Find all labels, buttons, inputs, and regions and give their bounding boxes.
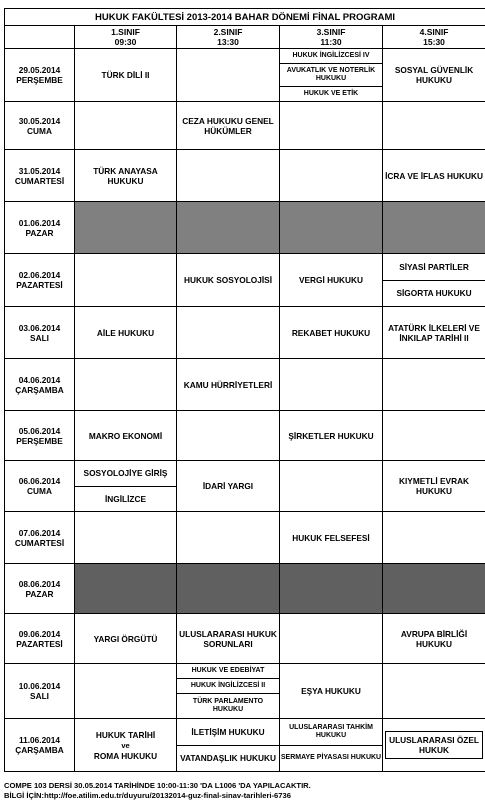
exam-cell: AİLE HUKUKU: [75, 307, 177, 359]
exam-cell: VATANDAŞLIK HUKUKU: [177, 745, 279, 772]
exam-cell: İDARİ YARGI: [177, 461, 280, 512]
exam-cell: ULUSLARARASI HUKUK SORUNLARI: [177, 614, 280, 664]
date-cell: 06.06.2014 CUMA: [5, 461, 75, 512]
exam-schedule: [4, 8, 485, 772]
date-cell: 03.06.2014 SALI: [5, 307, 75, 359]
empty-cell: [75, 359, 177, 411]
date-cell: 05.06.2014 PERŞEMBE: [5, 411, 75, 461]
exam-cell: İCRA VE İFLAS HUKUKU: [383, 150, 485, 202]
date-cell: 04.06.2014 ÇARŞAMBA: [5, 359, 75, 411]
date-cell: 30.05.2014 CUMA: [5, 102, 75, 150]
empty-cell: [383, 102, 485, 150]
exam-cell: HUKUK FELSEFESİ: [280, 512, 383, 564]
exam-cell: ATATÜRK İLKELERİ VE İNKILAP TARİHİ II: [383, 307, 485, 359]
holiday-cell: [75, 202, 177, 254]
exam-cell: HUKUK VE ETİK: [280, 86, 382, 101]
table-row: [5, 411, 485, 461]
note-line: COMPE 103 DERSİ 30.05.2014 TARİHİNDE 10:00-11:30 'DA L1006 'DA YAPILACAKTIR.: [4, 781, 311, 790]
date-cell: 10.06.2014 SALI: [5, 664, 75, 719]
exam-cell: TÜRK PARLAMENTO HUKUKU: [177, 693, 279, 718]
date-cell: 31.05.2014 CUMARTESİ: [5, 150, 75, 202]
holiday-cell: [383, 564, 485, 614]
table-row: [5, 512, 485, 564]
empty-cell: [177, 307, 280, 359]
exam-cell-stack: [280, 719, 383, 772]
empty-cell: [75, 512, 177, 564]
exam-cell-stack: [177, 719, 280, 772]
empty-cell: [280, 359, 383, 411]
exam-cell-stack: [177, 664, 280, 719]
empty-cell: [383, 359, 485, 411]
exam-cell: REKABET HUKUKU: [280, 307, 383, 359]
date-cell: 01.06.2014 PAZAR: [5, 202, 75, 254]
table-row: [5, 614, 485, 664]
exam-cell: HUKUK İNGİLİZCESİ II: [177, 678, 279, 693]
exam-cell: SOSYAL GÜVENLİK HUKUKU: [383, 49, 485, 102]
exam-cell: HUKUK SOSYOLOJİSİ: [177, 254, 280, 307]
date-cell: 07.06.2014 CUMARTESİ: [5, 512, 75, 564]
exam-cell: MAKRO EKONOMİ: [75, 411, 177, 461]
holiday-cell: [177, 202, 280, 254]
exam-cell: SİYASİ PARTİLER: [399, 261, 469, 272]
header-row: [5, 26, 485, 49]
empty-cell: [280, 461, 383, 512]
exam-cell: TÜRK ANAYASA HUKUKU: [75, 150, 177, 202]
exam-cell-stack: [280, 49, 383, 102]
empty-cell: [75, 664, 177, 719]
exam-cell: YARGI ÖRGÜTÜ: [75, 614, 177, 664]
empty-cell: [280, 150, 383, 202]
notes: [4, 781, 485, 801]
exam-cell-stack: [75, 461, 177, 512]
empty-cell: [177, 411, 280, 461]
exam-cell: AVUKATLIK VE NOTERLİK HUKUKU: [280, 63, 382, 87]
info-link[interactable]: BİLGİ İÇİN:http://foe.atilim.edu.tr/duyuru/20132014-guz-final-sinav-tarihleri-6736: [4, 791, 291, 800]
exam-cell: SERMAYE PİYASASI HUKUKU: [280, 745, 382, 772]
exam-cell: İLETİŞİM HUKUKU: [191, 726, 265, 737]
holiday-cell: [280, 202, 383, 254]
exam-cell: ŞİRKETLER HUKUKU: [280, 411, 383, 461]
holiday-cell: [177, 564, 280, 614]
table-row: [5, 307, 485, 359]
header-class-4: 4.SINIF 15:30: [383, 26, 485, 49]
exam-cell: İNGİLİZCE: [75, 486, 176, 512]
holiday-cell: [75, 564, 177, 614]
page-title: HUKUK FAKÜLTESİ 2013-2014 BAHAR DÖNEMİ FİNAL PROGRAMI: [5, 9, 485, 26]
empty-cell: [75, 254, 177, 307]
empty-cell: [75, 102, 177, 150]
exam-cell-stack: [383, 254, 485, 307]
exam-cell: KIYMETLİ EVRAK HUKUKU: [383, 461, 485, 512]
exam-cell: SOSYOLOJİYE GİRİŞ: [83, 468, 168, 479]
exam-cell: HUKUK VE EDEBİYAT: [191, 667, 265, 675]
date-cell: 09.06.2014 PAZARTESİ: [5, 614, 75, 664]
empty-cell: [280, 614, 383, 664]
table-row: [5, 461, 485, 512]
holiday-cell: [280, 564, 383, 614]
exam-cell: CEZA HUKUKU GENEL HÜKÜMLER: [177, 102, 280, 150]
empty-cell: [177, 150, 280, 202]
header-class-3: 3.SINIF 11:30: [280, 26, 383, 49]
exam-cell: ULUSLARARASI TAHKİM HUKUKU: [289, 723, 373, 739]
empty-cell: [177, 512, 280, 564]
table-row: [5, 664, 485, 719]
header-date-cell: [5, 26, 75, 49]
table-row: [5, 254, 485, 307]
table-row: [5, 719, 485, 772]
empty-cell: [383, 664, 485, 719]
exam-cell: VERGİ HUKUKU: [280, 254, 383, 307]
schedule-table: [4, 8, 485, 772]
table-row: [5, 102, 485, 150]
exam-cell-boxed: ULUSLARARASI ÖZEL HUKUK: [383, 719, 485, 772]
date-cell: 02.06.2014 PAZARTESİ: [5, 254, 75, 307]
date-cell: 11.06.2014 ÇARŞAMBA: [5, 719, 75, 772]
exam-cell: HUKUK İNGİLİZCESİ IV: [292, 51, 370, 59]
table-row: [5, 359, 485, 411]
date-cell: 08.06.2014 PAZAR: [5, 564, 75, 614]
exam-cell: HUKUK TARİHİ ve ROMA HUKUKU: [75, 719, 177, 772]
header-class-1: 1.SINIF 09:30: [75, 26, 177, 49]
holiday-cell: [383, 202, 485, 254]
table-row: [5, 150, 485, 202]
empty-cell: [177, 49, 280, 102]
exam-cell: KAMU HÜRRİYETLERİ: [177, 359, 280, 411]
table-row: [5, 202, 485, 254]
table-row: [5, 564, 485, 614]
date-cell: 29.05.2014 PERŞEMBE: [5, 49, 75, 102]
exam-cell: SİGORTA HUKUKU: [383, 280, 485, 307]
table-row: [5, 49, 485, 102]
empty-cell: [280, 102, 383, 150]
header-class-2: 2.SINIF 13:30: [177, 26, 280, 49]
exam-cell: AVRUPA BİRLİĞİ HUKUKU: [383, 614, 485, 664]
empty-cell: [383, 512, 485, 564]
exam-cell: EŞYA HUKUKU: [280, 664, 383, 719]
exam-cell: TÜRK DİLİ II: [75, 49, 177, 102]
empty-cell: [383, 411, 485, 461]
